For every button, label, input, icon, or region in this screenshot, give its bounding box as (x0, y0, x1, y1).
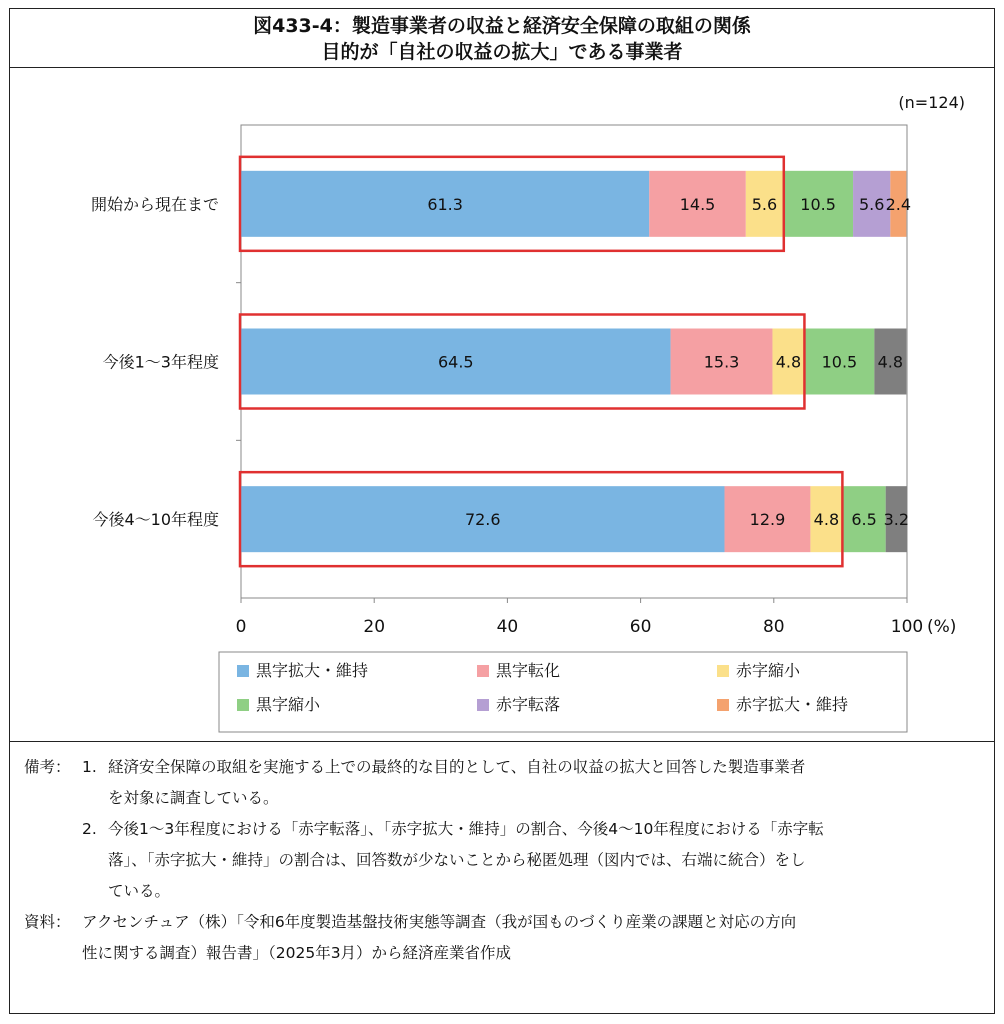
note-1 (24, 752, 984, 783)
x-tick-label: 20 (363, 617, 386, 637)
source-note (24, 907, 984, 938)
note-1-cont: を対象に調査している。 (108, 789, 279, 807)
data-label: 64.5 (437, 352, 474, 372)
stacked-bar-chart (9, 68, 995, 742)
legend-swatch (717, 699, 729, 711)
data-label: 4.8 (813, 510, 840, 530)
note-text: 今後1～3年程度における「赤字転落」、「赤字拡大・維持」の割合、今後4～10年程度における「赤字転 (108, 820, 824, 838)
legend-swatch (477, 699, 489, 711)
legend-swatch (237, 665, 249, 677)
data-label: 5.6 (751, 194, 778, 214)
legend-swatch (237, 699, 249, 711)
note-number: 2. (82, 820, 97, 838)
x-tick-label: 40 (496, 617, 519, 637)
source-cont: 性に関する調査）報告書」（2025年3月）から経済産業省作成 (82, 944, 512, 962)
data-label: 10.5 (821, 352, 858, 372)
data-label: 61.3 (427, 194, 463, 214)
legend-label: 赤字拡大・維持 (736, 695, 849, 714)
chart-subtitle: 目的が「自社の収益の拡大」である事業者 (321, 41, 683, 63)
data-label: 14.5 (679, 194, 716, 214)
legend-label: 黒字転化 (496, 661, 561, 680)
category-label: 開始から現在まで (90, 194, 219, 214)
notes-section (24, 752, 984, 969)
data-label: 4.8 (877, 352, 904, 372)
data-label: 10.5 (800, 194, 836, 214)
data-label: 4.8 (775, 352, 802, 372)
notes-head: 備考： (24, 758, 71, 776)
data-label: 15.3 (703, 352, 740, 372)
source-text: アクセンチュア（株）「令和6年度製造基盤技術実態等調査（我が国ものづくり産業の課題と対応の方向 (82, 913, 797, 931)
legend-label: 黒字拡大・維持 (256, 661, 369, 680)
x-unit-label: (%) (927, 617, 957, 637)
category-label: 今後4～10年程度 (92, 510, 219, 530)
note-text: 経済安全保障の取組を実施する上での最終的な目的として、自社の収益の拡大と回答した製造事業者 (108, 758, 806, 776)
x-tick-label: 80 (762, 617, 785, 637)
chart-title: 図433-4：製造事業者の収益と経済安全保障の取組の関係 (253, 15, 751, 37)
note-number: 1. (82, 758, 97, 776)
note-2 (24, 814, 984, 845)
data-label: 12.9 (749, 510, 786, 530)
legend-label: 黒字縮小 (256, 695, 321, 714)
title-box (9, 8, 995, 68)
x-tick-label: 0 (235, 617, 247, 637)
legend-label: 赤字転落 (496, 695, 561, 714)
data-label: 72.6 (464, 510, 501, 530)
legend-swatch (717, 665, 729, 677)
note-2-cont: ている。 (108, 882, 171, 900)
legend-swatch (477, 665, 489, 677)
source-head: 資料： (24, 913, 71, 931)
x-tick-label: 100 (890, 617, 924, 637)
legend-label: 赤字縮小 (736, 661, 801, 680)
data-label: 2.4 (885, 194, 912, 214)
data-label: 6.5 (851, 510, 877, 530)
sample-size-label: (n=124) (898, 93, 965, 112)
x-tick-label: 60 (629, 617, 652, 637)
note-2-cont: 落」、「赤字拡大・維持」の割合は、回答数が少ないことから秘匿処理（図内では、右端に統合）をし (108, 851, 806, 869)
data-label: 5.6 (858, 194, 885, 214)
chart-area (9, 68, 995, 742)
data-label: 3.2 (883, 510, 910, 530)
category-label: 今後1～3年程度 (102, 352, 219, 372)
